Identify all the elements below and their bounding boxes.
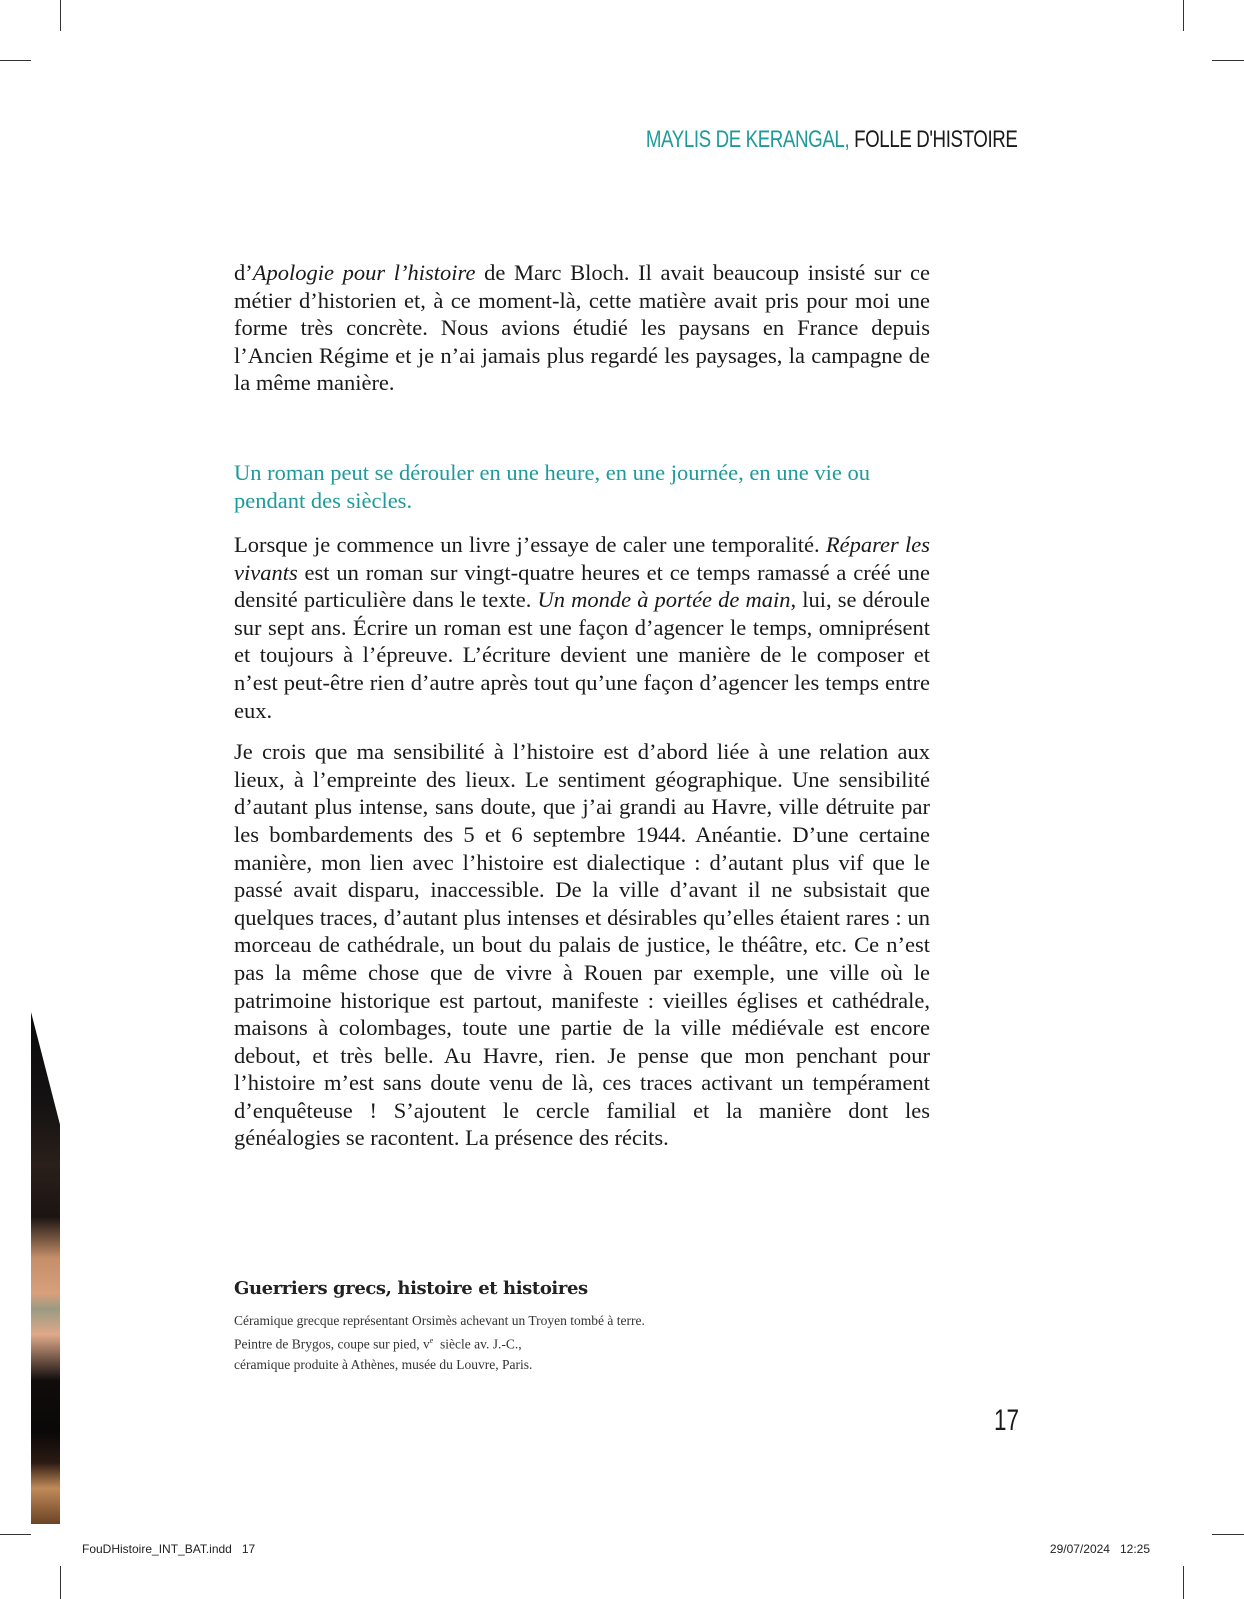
greek-ceramic-image-bleed <box>31 1012 60 1524</box>
caption-line <box>234 1331 645 1355</box>
crop-mark-top-right-horizontal <box>1212 60 1244 61</box>
text-run: Peintre de Brygos, coupe sur pied, v <box>234 1336 430 1352</box>
running-head-author: MAYLIS DE KERANGAL, <box>646 126 850 153</box>
crop-mark-bottom-right-horizontal <box>1212 1534 1244 1535</box>
body-paragraph-3: Je crois que ma sensibilité à l’histoire est d’abord liée à une relation aux lieux, à l’empreinte des lieux. Le sentiment géographique. Une sensibilité d’autant plus intense, sans doute, que j’ai grandi au Havre, ville détruite par les bombardements des 5 et 6 septembre 1944. Anéantie. D’une certaine manière, mon lien avec l’histoire est dialectique : d’autant plus vif que le passé avait disparu, inaccessible. De la ville d’avant il ne subsistait que quelques traces, d’autant plus intenses et désirables qu’elles étaient rares : un morceau de cathédrale, un bout du palais de justice, le théâtre, etc. Ce n’est pas la même chose que de vivre à Rouen par exemple, une ville où le patrimoine historique est partout, manifeste : vieilles églises et cathédrale, maisons à colombages, toute une partie de la ville médiévale est encore debout, et très belle. Au Havre, rien. Je pense que mon penchant pour l’histoire m’est sans doute venu de là, ces traces activant un tempérament d’enquêteuse ! S’ajoutent le cercle familial et la manière dont les généalogies se racontent. La présence des récits. <box>234 739 930 1151</box>
body-paragraph-1 <box>234 259 930 411</box>
page-number: 17 <box>994 1404 1020 1437</box>
text-run: Lorsque je commence un livre j’essaye de caler une temporalité. <box>234 532 826 557</box>
caption-title: Guerriers grecs, histoire et histoires <box>234 1278 588 1299</box>
ordinal-superscript: e <box>429 1336 434 1345</box>
text-run: siècle av. J.-C., <box>433 1336 522 1352</box>
caption-line: céramique produite à Athènes, musée du Louvre, Paris. <box>234 1356 533 1372</box>
running-head-title: FOLLE D'HISTOIRE <box>854 126 1018 153</box>
section-lead-heading: Un roman peut se dérouler en une heure, en une journée, en une vie ou pendant des siècles. <box>234 460 871 513</box>
crop-mark-top-left-vertical <box>60 0 61 31</box>
crop-mark-bottom-left-horizontal <box>0 1534 31 1535</box>
running-head <box>646 126 1018 154</box>
text-run: de Marc Bloch. Il avait beaucoup insisté sur ce métier d’historien et, à ce moment-là, cette matière avait pris pour moi une forme très concrète. Nous avions étudié les paysans en France depuis l’Ancien Régime et je n’ai jamais plus regardé les paysages, la campagne de la même manière. <box>234 260 931 396</box>
image-caption <box>234 1311 645 1375</box>
crop-mark-bottom-left-vertical <box>60 1566 61 1599</box>
book-title-italic: Réparer les vivants <box>234 532 931 585</box>
slug-datetime: 29/07/2024 12:25 <box>1049 1542 1150 1556</box>
text-run: d’ <box>234 260 253 285</box>
crop-mark-top-right-vertical <box>1183 0 1184 31</box>
body-paragraph-2 <box>234 531 930 724</box>
book-title-italic: Un monde à portée de main <box>537 587 791 613</box>
crop-mark-bottom-right-vertical <box>1183 1566 1184 1599</box>
slug-filename: FouDHistoire_INT_BAT.indd 17 <box>82 1542 256 1556</box>
text-run: , lui, se déroule sur sept ans. Écrire un roman est une façon d’agencer le temps, omniprésent et toujours à l’épreuve. L’écriture devient une manière de le composer et n’est peut-être rien d’autre après tout qu’une façon d’agencer les temps entre eux. <box>234 587 931 723</box>
body-text-block <box>234 531 930 1166</box>
crop-mark-top-left-horizontal <box>0 60 31 61</box>
caption-line: Céramique grecque représentant Orsimès achevant un Troyen tombé à terre. <box>234 1313 645 1328</box>
text-run: est un roman sur vingt-quatre heures et ce temps ramassé a créé une densité particulière dans le texte. <box>234 559 930 613</box>
book-title-italic: Apologie pour l’histoire <box>252 260 476 285</box>
